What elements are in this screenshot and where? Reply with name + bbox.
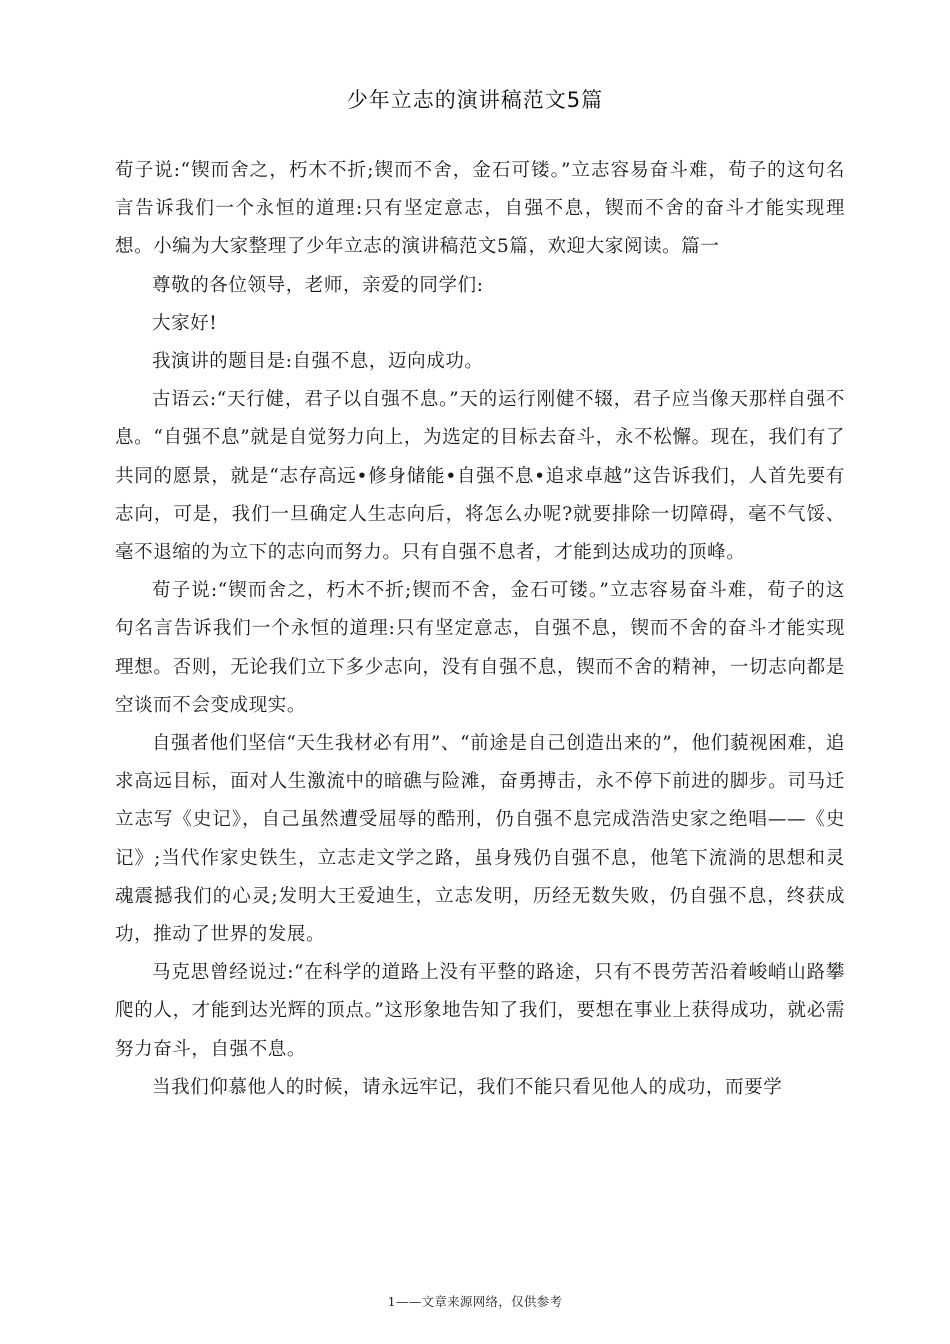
body-paragraph: 马克思曾经说过:“在科学的道路上没有平整的路途，只有不畏劳苦沿着峻峭山路攀爬的人，才能到达光辉的顶点。”这形象地告知了我们，要想在事业上获得成功，就必需努力奋斗，自强不息。	[115, 962, 845, 1060]
salutation-paragraph: 尊敬的各位领导，老师，亲爱的同学们:	[152, 274, 484, 296]
greeting-paragraph: 大家好!	[152, 312, 218, 334]
intro-paragraph: 荀子说:“锲而舍之，朽木不折;锲而不舍，金石可镂。”立志容易奋斗难，荀子的这句名言告诉我们一个永恒的道理:只有坚定意志，自强不息，锲而不舍的奋斗才能实现理想。小编为大家整理了少年立志的演讲稿范文5篇，欢迎大家阅读。篇一	[115, 160, 845, 258]
page-footer: 1——文章来源网络，仅供参考	[387, 1294, 563, 1309]
body-paragraph: 当我们仰慕他人的时候，请永远牢记，我们不能只看见他人的成功，而要学	[152, 1076, 783, 1098]
document-body	[115, 152, 845, 1107]
document-title: 少年立志的演讲稿范文5篇	[346, 88, 604, 112]
topic-paragraph: 我演讲的题目是:自强不息，迈向成功。	[152, 351, 484, 373]
body-paragraph: 自强者他们坚信“天生我材必有用”、“前途是自己创造出来的”，他们藐视困难，追求高远目标，面对人生激流中的暗礁与险滩，奋勇搏击，永不停下前进的脚步。司马迁立志写《史记》，自己虽然遭受屈辱的酷刑，仍自强不息完成浩浩史家之绝唱——《史记》;当代作家史铁生，立志走文学之路，虽身残仍自强不息，他笔下流淌的思想和灵魂震撼我们的心灵;发明大王爱迪生，立志发明，历经无数失败，仍自强不息，终获成功，推动了世界的发展。	[115, 733, 845, 946]
body-paragraph: 荀子说:“锲而舍之，朽木不折;锲而不舍，金石可镂。”立志容易奋斗难，荀子的这句名言告诉我们一个永恒的道理:只有坚定意志，自强不息，锲而不舍的奋斗才能实现理想。否则，无论我们立下多少志向，没有自强不息，锲而不舍的精神，一切志向都是空谈而不会变成现实。	[115, 580, 845, 716]
body-paragraph: 古语云:“天行健，君子以自强不息。”天的运行刚健不辍，君子应当像天那样自强不息。“自强不息”就是自觉努力向上，为选定的目标去奋斗，永不松懈。现在，我们有了共同的愿景，就是“志存高远•修身储能•自强不息•追求卓越”这告诉我们，人首先要有志向，可是，我们一旦确定人生志向后，将怎么办呢?就要排除一切障碍，毫不气馁、毫不退缩的为立下的志向而努力。只有自强不息者，才能到达成功的顶峰。	[115, 389, 845, 564]
